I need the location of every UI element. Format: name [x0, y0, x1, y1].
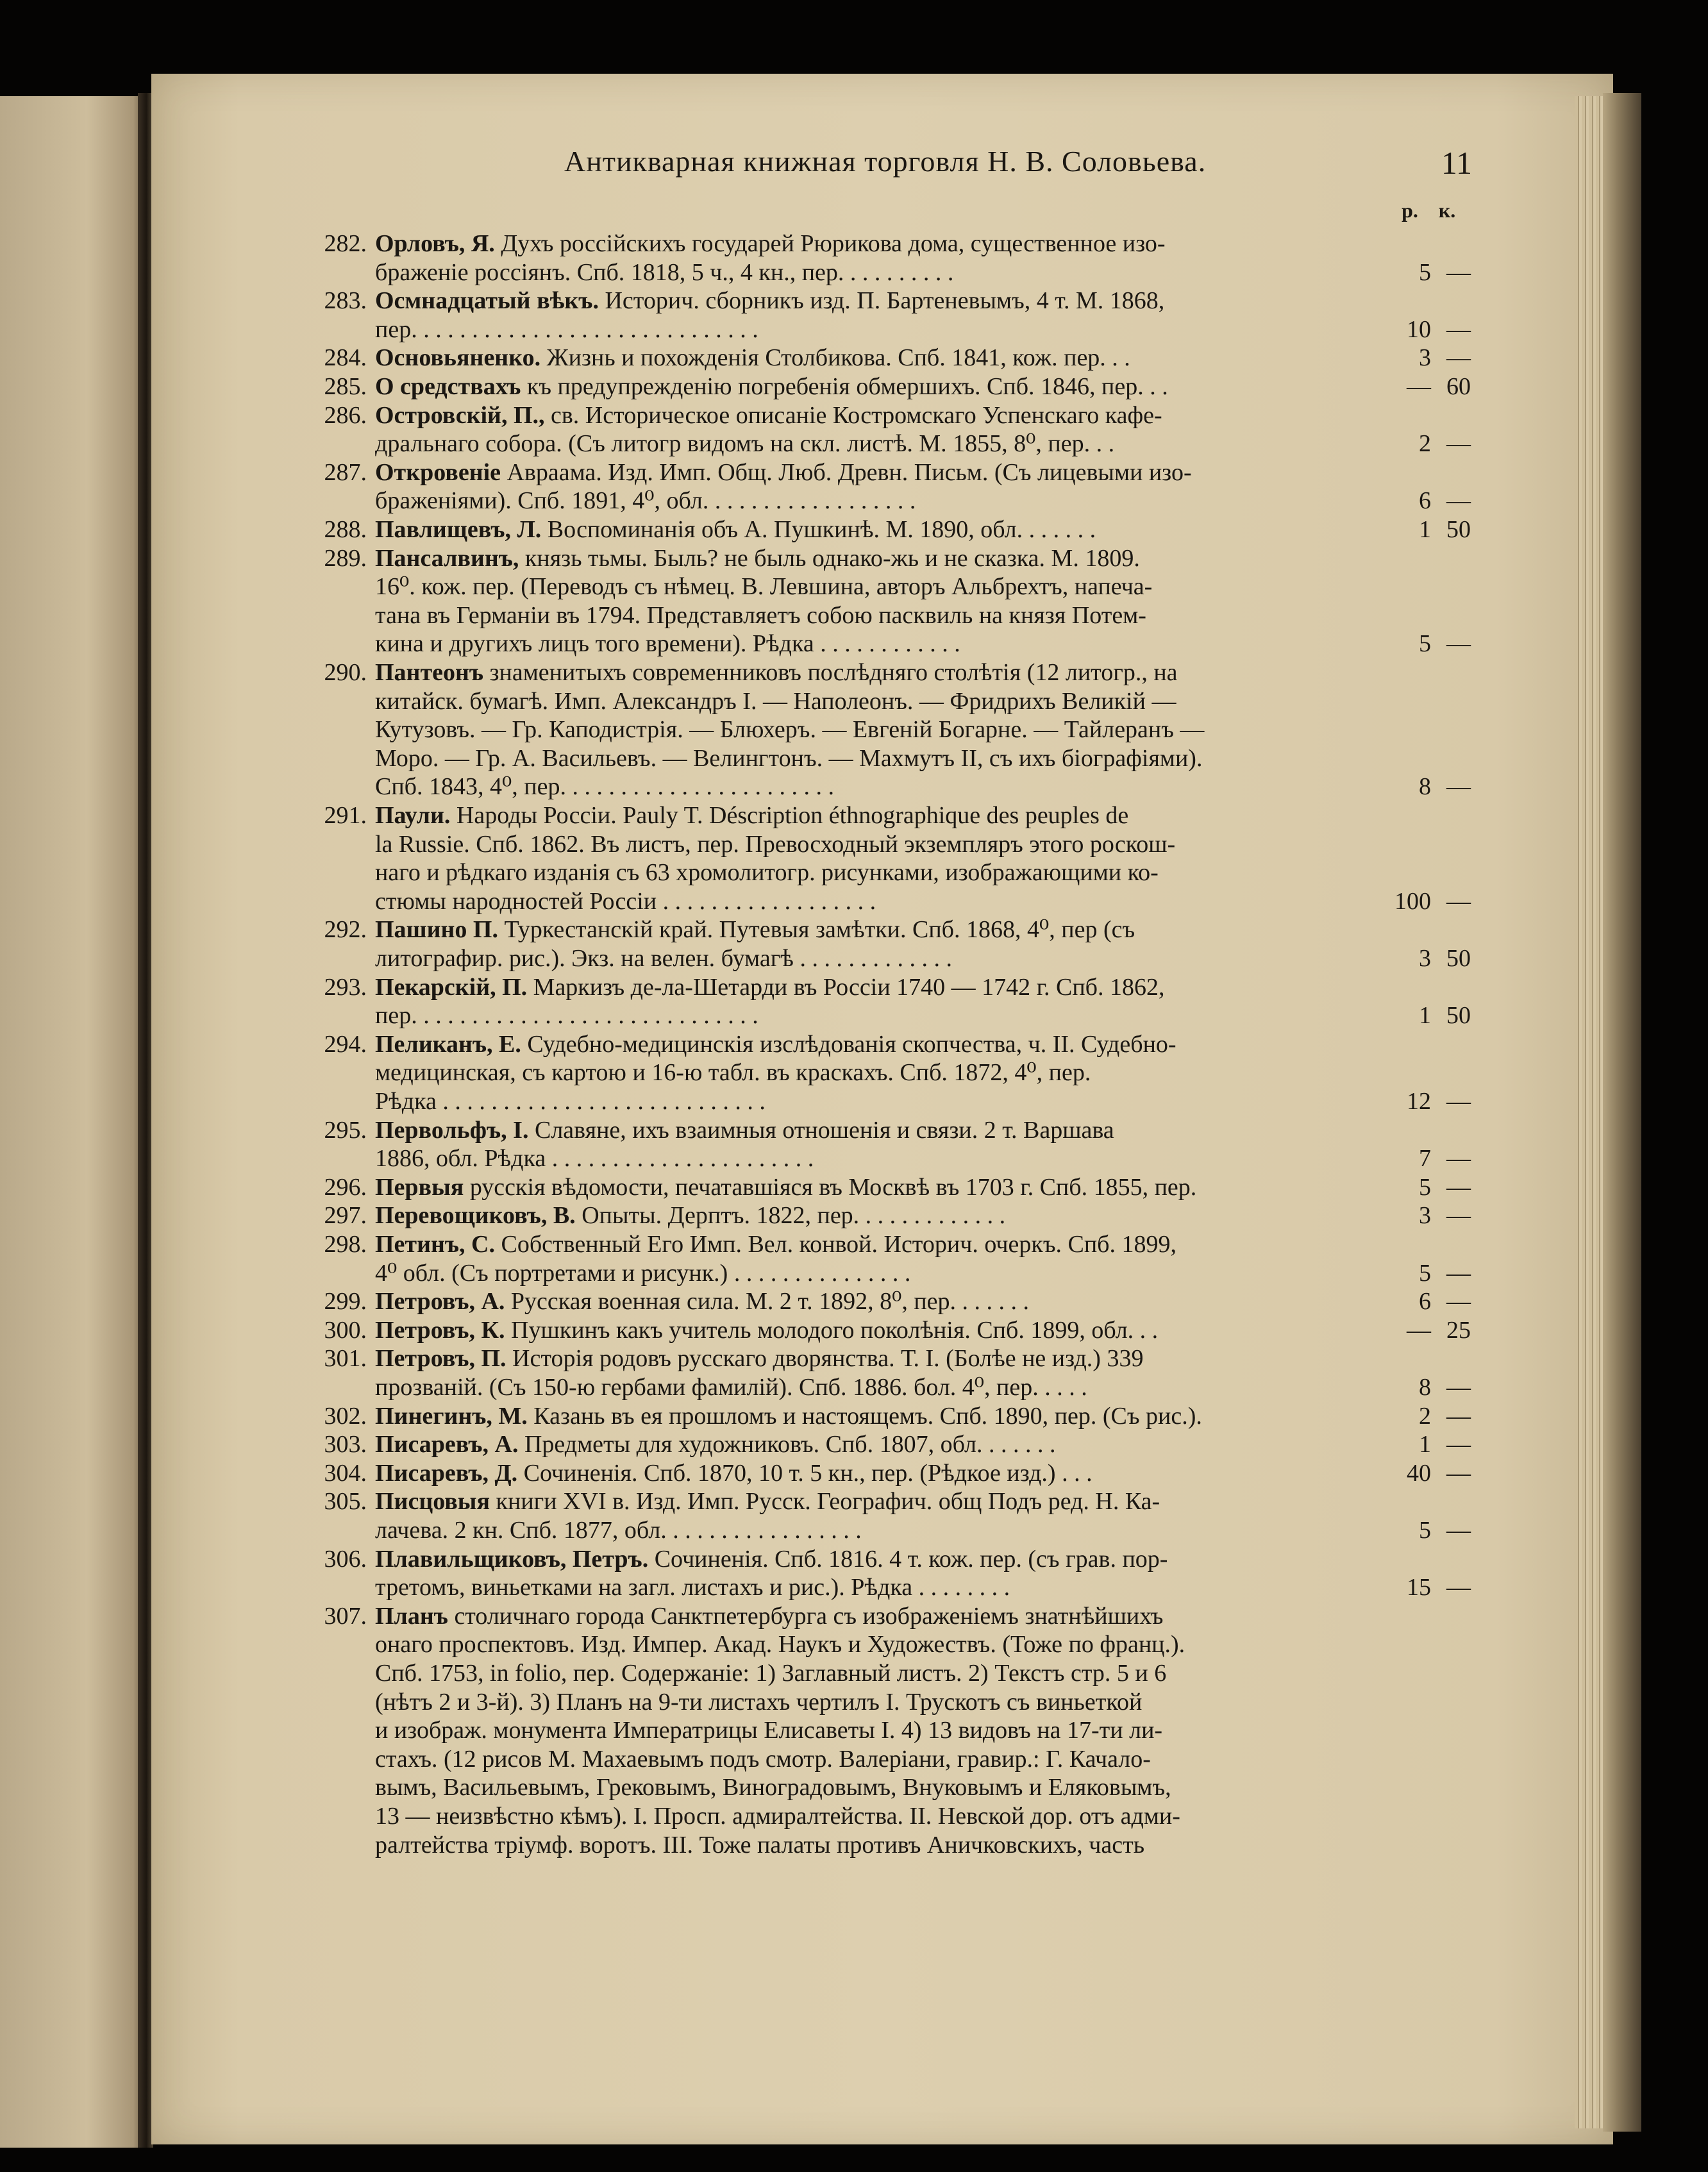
entry-line [375, 744, 1375, 773]
entry-price [1378, 344, 1475, 372]
entry-text: Историч. сборникъ изд. П. Бартеневымъ, 4 т. М. 1868, [598, 287, 1165, 315]
entry-price [1378, 1001, 1475, 1030]
entry-number: 293. [324, 973, 367, 1001]
entry-price [1378, 1430, 1475, 1458]
entry-author: Пантеонъ [375, 659, 484, 686]
entry-author: Пекарскій, П. [375, 973, 528, 1001]
entry-author: Островскій, П., [375, 401, 545, 429]
entry-text: 4⁰ обл. (Съ портретами и рисунк.) . . . . . . . . . . . . . . . [375, 1259, 911, 1287]
entry-author: Паули. [375, 802, 451, 829]
entry-line [375, 315, 1375, 344]
price-kopecks: — [1446, 1402, 1471, 1430]
entry-price [1378, 1201, 1475, 1230]
entry-text: прозваній. (Съ 150-ю гербами фамилій). Спб. 1886. бол. 4⁰, пер. . . . . [375, 1374, 1087, 1401]
entry-line [375, 830, 1375, 858]
price-kopecks: — [1446, 1202, 1471, 1230]
entry-price [1378, 315, 1475, 344]
entry-author: Писаревъ, Д. [375, 1459, 518, 1487]
entry-price [1378, 1087, 1475, 1115]
entry-text: третомъ, виньетками на загл. листахъ и рис.). Рѣдка . . . . . . . . [375, 1574, 1010, 1601]
entry-author: Писаревъ, А. [375, 1431, 519, 1458]
entry-number: 298. [324, 1231, 367, 1258]
entry-price [1378, 1402, 1475, 1430]
entry-text: Спб. 1753, in folio, пер. Содержаніе: 1) Заглавный листъ. 2) Текстъ стр. 5 и 6 [375, 1660, 1167, 1687]
entry-line [375, 1373, 1375, 1401]
entry-text: Пушкинъ какъ учитель молодого поколѣнія. Спб. 1899, обл. . . [505, 1316, 1159, 1344]
price-kopecks: — [1446, 430, 1471, 458]
entry-author: Пеликанъ, Е. [375, 1030, 521, 1058]
entry-number: 299. [324, 1288, 367, 1316]
entry-text: Духъ россійскихъ государей Рюрикова дома, существенное изо- [494, 230, 1166, 257]
entry-text: Рѣдка . . . . . . . . . . . . . . . . . . . . . . . . . . . [375, 1088, 766, 1115]
entry-text: ралтейства тріумф. воротъ. III. Тоже палаты противъ Аничковскихъ, часть [375, 1831, 1145, 1859]
entry-author: Осмнадцатый вѣкъ. [375, 287, 599, 315]
entry-line [375, 544, 1375, 572]
entry-line [375, 687, 1375, 715]
entry-line [375, 1344, 1375, 1373]
entry-text: Предметы для художниковъ. Спб. 1807, обл. . . . . . . [518, 1431, 1056, 1458]
entry-price [1378, 1144, 1475, 1173]
price-rubles: 40 [1407, 1459, 1431, 1487]
entry-text: лачева. 2 кн. Спб. 1877, обл. . . . . . . . . . . . . . . . . [375, 1517, 862, 1544]
entry-line [375, 1430, 1375, 1458]
price-kopecks: — [1446, 1374, 1471, 1401]
entry-text: Сочиненія. Спб. 1870, 10 т. 5 кн., пер. (Рѣдкое изд.) . . . [517, 1459, 1093, 1487]
entry-author: Основьяненко. [375, 344, 541, 372]
entry-author: Орловъ, Я. [375, 230, 495, 257]
entry-price [1378, 887, 1475, 915]
price-rubles: 3 [1419, 344, 1431, 372]
entry-line [375, 1745, 1375, 1773]
price-kopecks: — [1446, 887, 1471, 915]
entry-price [1378, 630, 1475, 658]
entry-line [375, 1259, 1375, 1287]
entry-price [1378, 1173, 1475, 1201]
entry-author: Первольфъ, I. [375, 1116, 529, 1144]
entry-line [375, 801, 1375, 830]
entry-price [1378, 1516, 1475, 1544]
price-kopecks: — [1446, 1517, 1471, 1544]
price-rubles: 1 [1419, 1431, 1431, 1458]
entry-line [375, 1402, 1375, 1430]
entry-line [375, 658, 1375, 687]
entry-line [375, 430, 1375, 458]
rubles-column-label: р. [1402, 199, 1418, 222]
entry-line [375, 1201, 1375, 1230]
price-kopecks: — [1446, 1459, 1471, 1487]
entry-text: медицинская, съ картою и 16-ю табл. въ краскахъ. Спб. 1872, 4⁰, пер. [375, 1059, 1091, 1087]
entry-line [375, 1545, 1375, 1573]
entry-line [375, 230, 1375, 258]
entry-line [375, 1087, 1375, 1115]
entry-text: Опыты. Дерптъ. 1822, пер. . . . . . . . . . . . . [575, 1202, 1006, 1230]
entry-text: Туркестанскій край. Путевыя замѣтки. Спб. 1868, 4⁰, пер (съ [498, 916, 1135, 944]
entry-number: 306. [324, 1545, 367, 1573]
entry-number: 291. [324, 802, 367, 829]
entry-text: Народы Россіи. Pauly T. Déscription éthnographique des peuples de [450, 802, 1129, 829]
price-kopecks: — [1446, 630, 1471, 658]
entry-number: 284. [324, 344, 367, 372]
entry-price [1378, 430, 1475, 458]
page-number: 11 [1441, 145, 1472, 181]
entry-line [375, 973, 1375, 1001]
entry-text: Исторія родовъ русскаго дворянства. Т. I. (Болѣе не изд.) 339 [506, 1345, 1144, 1373]
entry-price [1378, 1287, 1475, 1316]
entry-author: Петровъ, П. [375, 1345, 507, 1373]
entry-text: Моро. — Гр. А. Васильевъ. — Велингтонъ. — Махмутъ II, съ ихъ біографіями). [375, 744, 1203, 772]
entry-number: 283. [324, 287, 367, 315]
entry-author: О средствахъ [375, 373, 521, 400]
entry-text: книги XVI в. Изд. Имп. Русск. Географич. общ Подъ ред. Н. Ка- [490, 1488, 1160, 1516]
entry-text: кина и другихъ лицъ того времени). Рѣдка . . . . . . . . . . . . [375, 630, 960, 658]
entry-number: 303. [324, 1431, 367, 1458]
entry-text: Славяне, ихъ взаимныя отношенія и связи. 2 т. Варшава [528, 1116, 1114, 1144]
entry-line [375, 1630, 1375, 1658]
price-kopecks: — [1446, 344, 1471, 372]
entry-text: къ предупрежденію погребенія обмершихъ. Спб. 1846, пер. . . [521, 373, 1168, 400]
entry-line [375, 1802, 1375, 1830]
entry-text: 1886, обл. Рѣдка . . . . . . . . . . . . . . . . . . . . . . [375, 1145, 814, 1173]
entry-line [375, 715, 1375, 744]
entry-line [375, 1573, 1375, 1601]
entry-text: пер. . . . . . . . . . . . . . . . . . . . . . . . . . . . . [375, 1002, 758, 1030]
price-kopecks: — [1446, 773, 1471, 801]
entry-text: 16⁰. кож. пер. (Переводъ съ нѣмец. В. Левшина, авторъ Альбрехтъ, напеча- [375, 573, 1153, 601]
entry-price [1378, 515, 1475, 544]
price-rubles: 8 [1419, 1374, 1431, 1401]
entry-line [375, 401, 1375, 430]
entry-text: столичнаго города Санктпетербурга съ изображеніемъ знатнѣйшихъ [448, 1602, 1164, 1630]
entry-text: Судебно-медицинскія изслѣдованія скопчества, ч. II. Судебно- [521, 1030, 1176, 1058]
entry-line [375, 1602, 1375, 1630]
price-rubles: 10 [1407, 315, 1431, 343]
entry-author: Планъ [375, 1602, 448, 1630]
entry-author: Петровъ, А. [375, 1288, 505, 1316]
entry-text: Собственный Его Имп. Вел. конвой. Историч. очеркъ. Спб. 1899, [494, 1231, 1176, 1258]
entry-line [375, 1487, 1375, 1516]
entry-price [1378, 1573, 1475, 1601]
entry-text: стахъ. (12 рисов М. Махаевымъ подъ смотр. Валеріани, гравир.: Г. Качало- [375, 1745, 1151, 1773]
entry-text: 13 — неизвѣстно кѣмъ). I. Просп. адмиралтейства. II. Невской дор. отъ адми- [375, 1803, 1180, 1830]
entry-text: вымъ, Васильевымъ, Грековымъ, Виноградовымъ, Внуковымъ и Еляковымъ, [375, 1774, 1171, 1801]
entry-line [375, 1173, 1375, 1201]
entry-author: Первыя [375, 1173, 464, 1201]
price-rubles: 8 [1419, 773, 1431, 801]
entry-number: 297. [324, 1202, 367, 1230]
price-rubles: 2 [1419, 430, 1431, 458]
entry-author: Пансалвинъ, [375, 544, 519, 572]
entry-line [375, 372, 1375, 401]
entry-author: Писцовыя [375, 1488, 490, 1516]
price-kopecks: — [1446, 487, 1471, 515]
entry-text: русскія вѣдомости, печатавшіяся въ Москвѣ въ 1703 г. Спб. 1855, пер. [464, 1173, 1197, 1201]
price-kopecks: — [1446, 258, 1471, 286]
entry-line [375, 1831, 1375, 1859]
entry-number: 305. [324, 1488, 367, 1516]
entry-line [375, 258, 1375, 287]
price-kopecks: 50 [1446, 945, 1471, 972]
entry-number: 307. [324, 1602, 367, 1630]
entry-text: Кутузовъ. — Гр. Каподистрія. — Блюхеръ. — Евгеній Богарне. — Тайлеранъ — [375, 716, 1205, 744]
price-rubles: — [1407, 373, 1431, 400]
entry-line [375, 887, 1375, 915]
entry-text: Казань въ ея прошломъ и настоящемъ. Спб. 1890, пер. (Съ рис.). [527, 1402, 1202, 1430]
entry-line [375, 1688, 1375, 1716]
entry-price [1378, 773, 1475, 801]
entry-line [375, 515, 1375, 544]
entry-text: св. Историческое описаніе Костромскаго Успенскаго кафе- [544, 401, 1162, 429]
entry-line [375, 1030, 1375, 1058]
entry-line [375, 1659, 1375, 1687]
entry-number: 285. [324, 373, 367, 400]
entry-text: браженіе россіянъ. Спб. 1818, 5 ч., 4 кн., пер. . . . . . . . . . [375, 258, 954, 286]
entry-text: Маркизъ де-ла-Шетарди въ Россіи 1740 — 1742 г. Спб. 1862, [527, 973, 1165, 1001]
entry-price [1378, 1259, 1475, 1287]
entry-line [375, 601, 1375, 630]
entry-line [375, 630, 1375, 658]
price-rubles: 3 [1419, 1202, 1431, 1230]
entry-text: Воспоминанія объ А. Пушкинѣ. М. 1890, обл. . . . . . . [541, 516, 1096, 543]
entry-number: 287. [324, 458, 367, 486]
entry-line [375, 915, 1375, 944]
entry-line [375, 1058, 1375, 1087]
entry-number: 296. [324, 1173, 367, 1201]
price-rubles: 5 [1419, 1259, 1431, 1287]
entry-text: наго и рѣдкаго изданія съ 63 хромолитогр. рисунками, изображающими ко- [375, 859, 1159, 887]
entry-line [375, 1287, 1375, 1316]
entry-line [375, 1716, 1375, 1744]
entry-line [375, 1001, 1375, 1030]
price-kopecks: 50 [1446, 516, 1471, 543]
entry-text: Русская военная сила. М. 2 т. 1892, 8⁰, пер. . . . . . . [505, 1288, 1030, 1316]
entry-line [375, 1773, 1375, 1801]
entry-author: Павлищевъ, Л. [375, 516, 542, 543]
entry-line [375, 858, 1375, 887]
entry-price [1378, 372, 1475, 401]
price-rubles: 7 [1419, 1145, 1431, 1173]
entry-price [1378, 1373, 1475, 1401]
price-kopecks: — [1446, 1088, 1471, 1115]
entry-author: Откровеніе [375, 458, 501, 486]
entry-number: 290. [324, 659, 367, 686]
entry-number: 286. [324, 401, 367, 429]
entry-number: 300. [324, 1316, 367, 1344]
price-kopecks: — [1446, 1431, 1471, 1458]
entry-line [375, 1316, 1375, 1344]
entry-line [375, 773, 1375, 801]
entry-number: 294. [324, 1030, 367, 1058]
price-kopecks: — [1446, 1145, 1471, 1173]
entry-text: и изображ. монумента Императрицы Елисаветы I. 4) 13 видовъ на 17-ти ли- [375, 1717, 1163, 1744]
price-rubles: 6 [1419, 1288, 1431, 1316]
entry-text: Спб. 1843, 4⁰, пер. . . . . . . . . . . . . . . . . . . . . . . [375, 773, 834, 801]
entry-text: (нѣтъ 2 и 3-й). 3) Планъ на 9-ти листахъ чертилъ I. Трускотъ съ виньеткой [375, 1688, 1143, 1716]
entry-number: 295. [324, 1116, 367, 1144]
entry-text: китайск. бумагѣ. Имп. Александръ I. — Наполеонъ. — Фридрихъ Великій — [375, 687, 1176, 715]
price-kopecks: — [1446, 315, 1471, 343]
price-rubles: 1 [1419, 1002, 1431, 1030]
price-kopecks: — [1446, 1288, 1471, 1316]
price-rubles: 2 [1419, 1402, 1431, 1430]
entry-text: тана въ Германіи въ 1794. Представляетъ собою пасквиль на князя Потем- [375, 601, 1146, 629]
price-kopecks: — [1446, 1574, 1471, 1601]
price-kopecks: — [1446, 1173, 1471, 1201]
entry-price [1378, 1316, 1475, 1344]
price-rubles: 15 [1407, 1574, 1431, 1601]
entry-line [375, 458, 1375, 487]
entry-text: онаго проспектовъ. Изд. Импер. Акад. Наукъ и Художествъ. (Тоже по франц.). [375, 1631, 1185, 1658]
price-rubles: 100 [1394, 887, 1431, 915]
entry-text: дральнаго собора. (Съ литогр видомъ на скл. листѣ. М. 1855, 8⁰, пер. . . [375, 430, 1115, 458]
entry-price [1378, 487, 1475, 515]
entry-text: Жизнь и похожденія Столбикова. Спб. 1841, кож. пер. . . [540, 344, 1130, 372]
entry-text: литографир. рис.). Экз. на велен. бумагѣ . . . . . . . . . . . . . [375, 945, 952, 972]
entry-number: 301. [324, 1345, 367, 1373]
entry-text: браженіями). Спб. 1891, 4⁰, обл. . . . . . . . . . . . . . . . . . [375, 487, 916, 515]
entry-author: Пашино П. [375, 916, 498, 944]
price-rubles: 6 [1419, 487, 1431, 515]
entry-line [375, 487, 1375, 515]
entry-number: 302. [324, 1402, 367, 1430]
price-rubles: 5 [1419, 1173, 1431, 1201]
entry-author: Петинъ, С. [375, 1231, 495, 1258]
entry-price [1378, 944, 1475, 973]
price-kopecks: 50 [1446, 1002, 1471, 1030]
price-rubles: 3 [1419, 945, 1431, 972]
entry-price [1378, 1459, 1475, 1487]
price-rubles: 5 [1419, 630, 1431, 658]
entry-number: 292. [324, 916, 367, 944]
entry-text: пер. . . . . . . . . . . . . . . . . . . . . . . . . . . . . [375, 315, 758, 343]
entry-line [375, 1144, 1375, 1173]
entry-line [375, 287, 1375, 315]
entry-price [1378, 258, 1475, 287]
entry-line [375, 1230, 1375, 1258]
entry-number: 289. [324, 544, 367, 572]
price-kopecks: — [1446, 1259, 1471, 1287]
entry-line [375, 572, 1375, 601]
price-rubles: 12 [1407, 1088, 1431, 1115]
entry-line [375, 944, 1375, 973]
price-rubles: 5 [1419, 1517, 1431, 1544]
entry-author: Петровъ, К. [375, 1316, 505, 1344]
entry-author: Перевощиковъ, В. [375, 1202, 576, 1230]
entry-text: Сочиненія. Спб. 1816. 4 т. кож. пер. (съ грав. пор- [648, 1545, 1168, 1573]
price-kopecks: 60 [1446, 373, 1471, 400]
entry-line [375, 1516, 1375, 1544]
entry-number: 304. [324, 1459, 367, 1487]
entry-text: Авраама. Изд. Имп. Общ. Люб. Древн. Письм. (Съ лицевыми изо- [501, 458, 1192, 486]
entry-line [375, 344, 1375, 372]
entry-text: князь тьмы. Быль? не быль однако-жь и не сказка. М. 1809. [519, 544, 1140, 572]
entry-author: Плавильщиковъ, Петръ. [375, 1545, 649, 1573]
entry-line [375, 1116, 1375, 1144]
entry-text: la Russie. Спб. 1862. Въ листъ, пер. Превосходный экземпляръ этого роскош- [375, 830, 1176, 858]
price-kopecks: 25 [1446, 1316, 1471, 1344]
entry-text: стюмы народностей Россіи . . . . . . . . . . . . . . . . . . [375, 887, 876, 915]
entry-author: Пинегинъ, М. [375, 1402, 528, 1430]
price-rubles: 1 [1419, 516, 1431, 543]
entry-line [375, 1459, 1375, 1487]
running-header: Антикварная книжная торговля Н. В. Соловьева. [564, 145, 1207, 178]
kopecks-column-label: к. [1438, 199, 1456, 222]
entry-number: 282. [324, 230, 367, 257]
price-rubles: 5 [1419, 258, 1431, 286]
entry-number: 288. [324, 516, 367, 543]
price-rubles: — [1407, 1316, 1431, 1344]
entry-text: знаменитыхъ современниковъ послѣдняго столѣтія (12 литогр., на [483, 659, 1178, 686]
